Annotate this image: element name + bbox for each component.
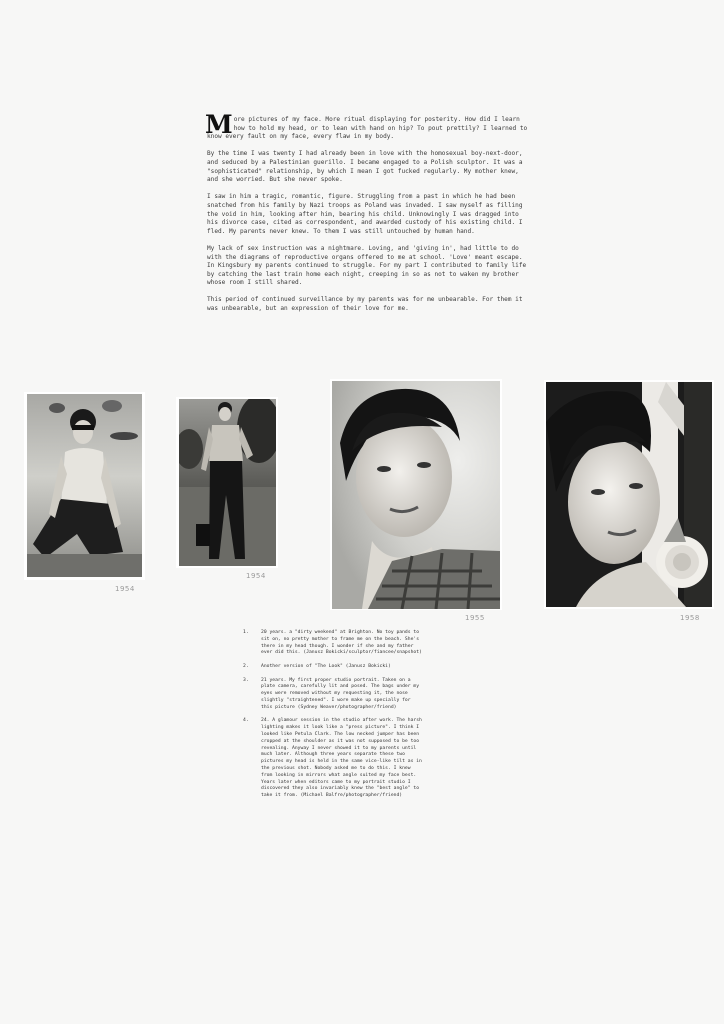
photo-year: 1955 — [465, 614, 485, 622]
photo-image — [332, 381, 500, 609]
essay-paragraph: This period of continued surveillance by my parents was for me unbearable. For them it was unbearable, but an expression of their love for me. — [207, 296, 523, 313]
caption-text: Another version of "The Look" (Janusz Bokicki) — [261, 663, 391, 669]
photo-image — [27, 394, 142, 577]
caption-item — [243, 630, 423, 657]
photo-year: 1954 — [246, 572, 266, 580]
photo-1954-standing — [179, 399, 276, 566]
photo-1954-seated — [27, 394, 142, 577]
caption-number: 3. — [243, 677, 249, 683]
caption-item — [243, 664, 423, 671]
photo-image — [179, 399, 276, 566]
drop-cap: M — [205, 110, 233, 139]
essay-paragraph: My lack of sex instruction was a nightmare. Loving, and 'giving in', had little to do with the diagrams of reproductive organs offered to me at school. 'Love' meant escape. In Kingsbury my parents continued to struggle. For my part I contributed to family life by catching the last train home each night, creeping in so as not to waken my brother whose room I still shared. — [207, 244, 527, 287]
caption-number: 1. — [243, 630, 249, 635]
essay-paragraph — [205, 110, 529, 142]
photo-1955-studio-portrait — [332, 381, 500, 609]
photo-year: 1954 — [115, 585, 135, 593]
essay-text — [205, 110, 529, 322]
essay-paragraph: By the time I was twenty I had already been in love with the homosexual boy-next-door, and seduced by a Palestinian guerillo. I became engaged to a Polish sculptor. It was a "sophisticated" relationship, by which I mean I got fucked regularly. My mother knew, and she worried. But she never spoke. — [207, 150, 523, 184]
caption-text: 24. A glamour session in the studio after work. The harsh lighting makes it look like a "press picture". I think I looked like Petula Clark. The low necked jumper has been cropped at the shoulder as it was not supposed to be too revealing. Anyway I never showed it to my parents until much later. Although three years separate these two pictures my head is held in the same vice-like tilt as in the previous shot. Nobody asked me to do this. I knew from looking in mirrors what angle suited my face best. Years later when editors came to my portrait studio I discovered they also invariably knew the "best angle" to take it from. (Michael Balfre/photographer/friend) — [261, 718, 422, 799]
photo-year: 1958 — [680, 614, 700, 622]
caption-item — [243, 718, 423, 800]
caption-text: 20 years. a "dirty weekend" at Brighton. No toy pands to sit on, no pretty mother to frame me on the beach. She's there in my head though. I wonder if she and my father ever did this. (Janusz Bokicki/sculptor/fiancee/snapshot) — [261, 630, 422, 656]
essay-paragraph-text: ore pictures of my face. More ritual displaying for posterity. How did I learn how to hold my head, or to lean with hand on hip? To pout prettily? I learned to know every fault on my face, every flaw in my body. — [207, 116, 528, 141]
caption-text: 21 years. My first proper studio portrait. Taken on a plate camera, carefully lit and posed. The bags under my eyes were removed without my requesting it, the nose slightly "straightened". I wore make up specially for this picture (Sydney Weaver/photographer/friend) — [261, 677, 420, 710]
caption-item — [243, 678, 423, 712]
photo-1958-glamour-portrait — [546, 382, 712, 607]
caption-number: 4. — [243, 718, 249, 724]
photo-image — [546, 382, 712, 607]
essay-paragraph: I saw in him a tragic, romantic, figure. Struggling from a past in which he had been snatched from his family by Nazi troops as Poland was invaded. I saw myself as filling the void in him, looking after him, bearing his child. Unknowingly I was dragged into his divorce case, cited as correspondent, and awarded custody of his existing child. I fled. My parents never knew. To them I was still untouched by human hand. — [207, 193, 523, 235]
photo-captions — [243, 630, 423, 807]
caption-number: 2. — [243, 663, 249, 669]
